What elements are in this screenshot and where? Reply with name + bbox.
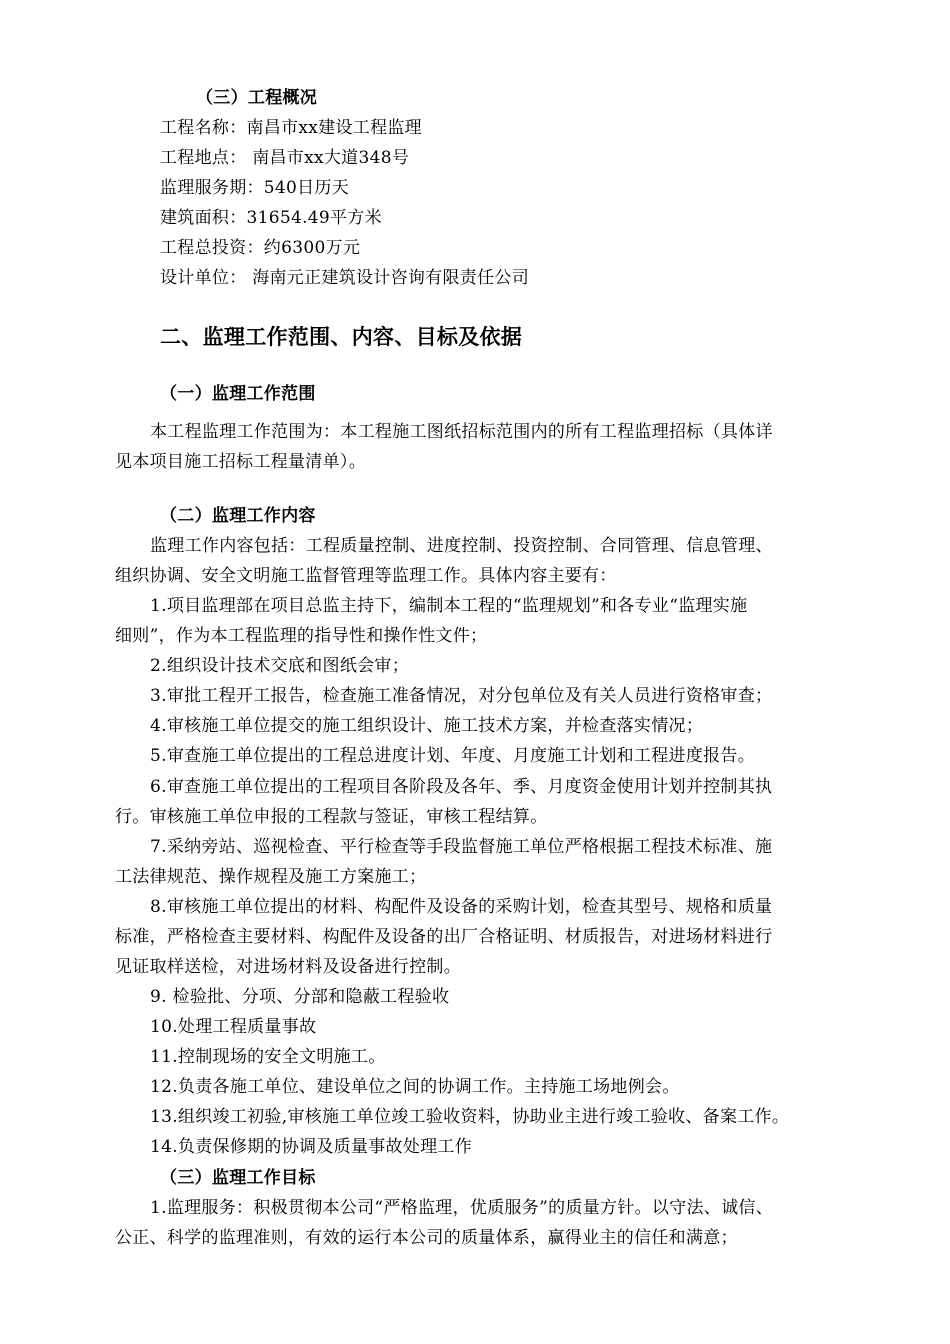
goals-heading: （三）监理工作目标 (160, 1168, 316, 1188)
scope-paragraph-line: 见本项目施工招标工程量清单）。 (115, 452, 366, 472)
content-item-2: 2.组织设计技术交底和图纸会审； (150, 656, 410, 676)
content-item-9: 9. 检验批、分项、分部和隐蔽工程验收 (150, 987, 450, 1007)
content-item-5: 5.审查施工单位提出的工程总进度计划、年度、月度施工计划和工程进度报告。 (150, 746, 756, 766)
content-heading: （二）监理工作内容 (160, 506, 316, 526)
content-item-8-cont: 见证取样送检，对进场材料及设备进行控制。 (115, 957, 461, 977)
content-item-13: 13.组织竣工初验,审核施工单位竣工验收资料，协助业主进行竣工验收、备案工作。 (150, 1107, 790, 1127)
overview-project-name: 工程名称：南昌市xx建设工程监理 (160, 118, 422, 138)
content-item-1-cont: 细则”，作为本工程监理的指导性和操作性文件； (115, 626, 488, 646)
content-item-10: 10.处理工程质量事故 (150, 1017, 317, 1037)
content-item-8: 8.审核施工单位提出的材料、构配件及设备的采购计划，检查其型号、规格和质量 (150, 897, 773, 917)
overview-design-unit: 设计单位： 海南元正建筑设计咨询有限责任公司 (160, 268, 530, 288)
scope-heading: （一）监理工作范围 (160, 384, 316, 404)
overview-total-investment: 工程总投资：约6300万元 (160, 238, 361, 258)
content-item-14: 14.负责保修期的协调及质量事故处理工作 (150, 1137, 473, 1157)
content-item-3: 3.审批工程开工报告，检查施工准备情况，对分包单位及有关人员进行资格审查； (150, 686, 773, 706)
content-item-1: 1.项目监理部在项目总监主持下，编制本工程的“监理规划”和各专业“监理实施 (150, 596, 748, 616)
section-two-heading: 二、监理工作范围、内容、目标及依据 (160, 325, 523, 349)
content-item-12: 12.负责各施工单位、建设单位之间的协调工作。主持施工场地例会。 (150, 1077, 680, 1097)
overview-building-area: 建筑面积：31654.49平方米 (160, 208, 382, 228)
content-item-6-cont: 行。审核施工单位申报的工程款与签证，审核工程结算。 (115, 807, 548, 827)
content-item-6: 6.审查施工单位提出的工程项目各阶段及各年、季、月度资金使用计划并控制其执 (150, 777, 773, 797)
content-item-7: 7.采纳旁站、巡视检查、平行检查等手段监督施工单位严格根据工程技术标准、施 (150, 837, 773, 857)
overview-service-period: 监理服务期：540日历天 (160, 178, 350, 198)
goals-item-1: 1.监理服务：积极贯彻本公司“严格监理，优质服务”的质量方针。以守法、诚信、 (150, 1198, 773, 1218)
scope-paragraph-line: 本工程监理工作范围为：本工程施工图纸招标范围内的所有工程监理招标（具体详 (150, 422, 773, 442)
goals-item-1-cont: 公正、科学的监理准则，有效的运行本公司的质量体系，赢得业主的信任和满意； (115, 1228, 738, 1248)
content-item-11: 11.控制现场的安全文明施工。 (150, 1047, 386, 1067)
content-item-7-cont: 工法律规范、操作规程及施工方案施工； (115, 867, 427, 887)
overview-heading: （三）工程概况 (196, 88, 318, 108)
content-item-8-cont: 标准，严格检查主要材料、构配件及设备的出厂合格证明、材质报告，对进场材料进行 (115, 927, 773, 947)
overview-project-location: 工程地点： 南昌市xx大道348号 (160, 148, 410, 168)
content-line: 组织协调、安全文明施工监督管理等监理工作。具体内容主要有： (115, 566, 617, 586)
content-item-4: 4.审核施工单位提交的施工组织设计、施工技术方案，并检查落实情况； (150, 716, 704, 736)
content-line: 监理工作内容包括：工程质量控制、进度控制、投资控制、合同管理、信息管理、 (150, 536, 773, 556)
